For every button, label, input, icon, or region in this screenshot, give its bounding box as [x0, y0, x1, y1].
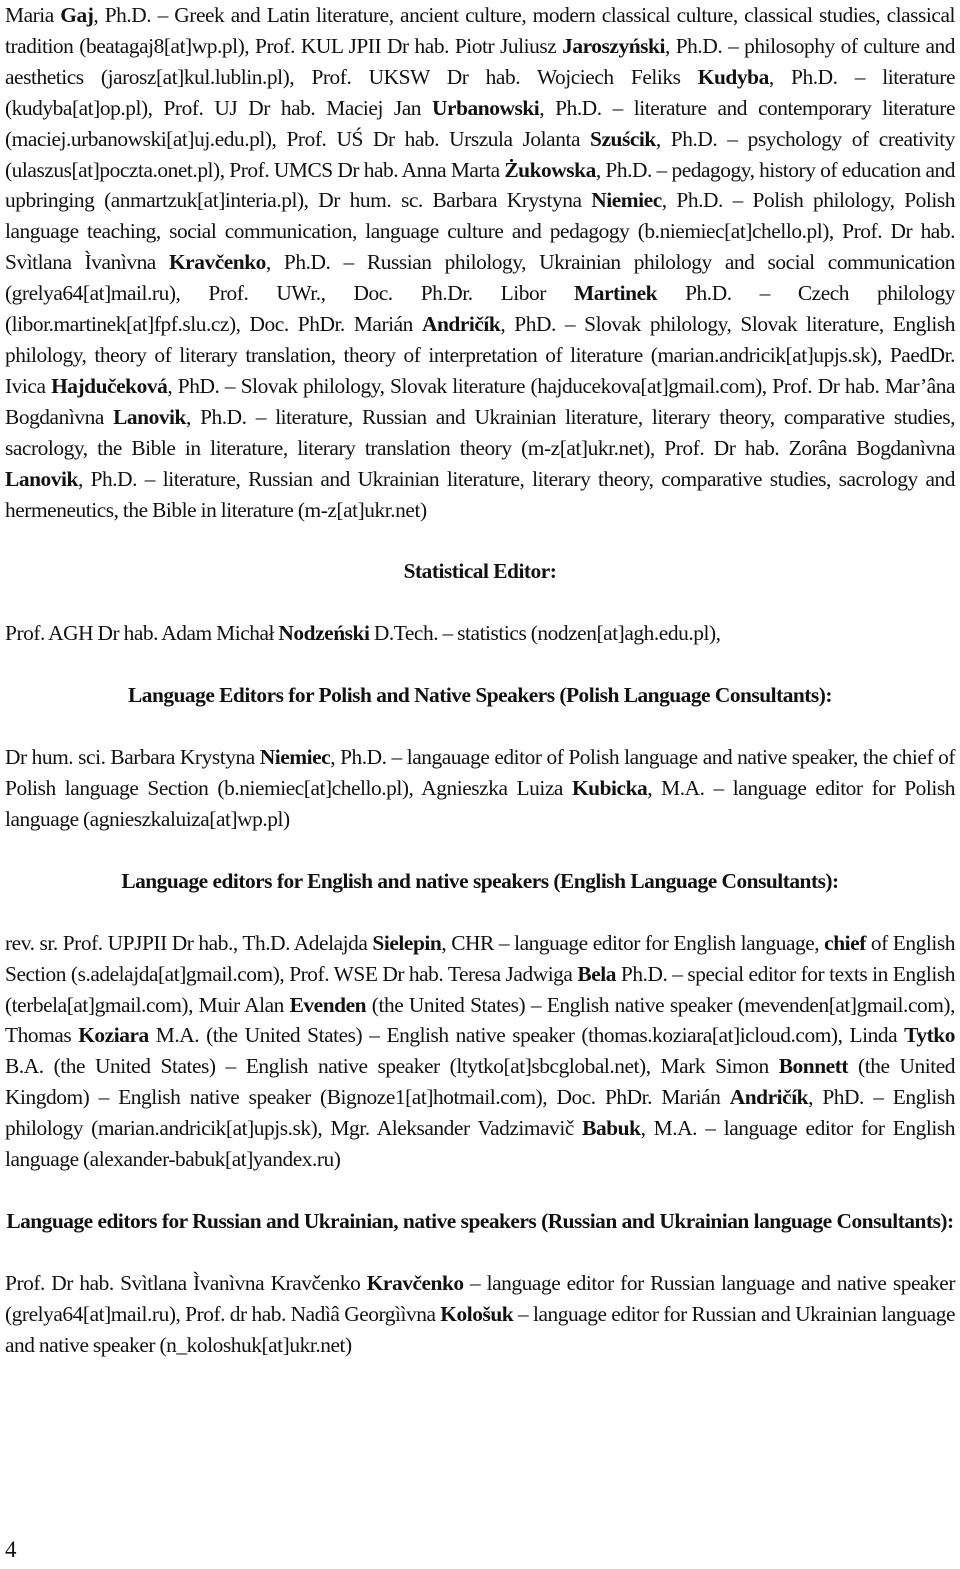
- person-surname: Kravčenko: [366, 1270, 464, 1295]
- spacer: [5, 587, 955, 618]
- spacer: [5, 1175, 955, 1206]
- person-surname: Nodzeński: [278, 621, 370, 646]
- person-surname: Niemiec: [259, 745, 331, 770]
- text-run: , Ph.D. – literature and contemporary literature (maciej.urbanowski[at]uj.edu.pl), Prof. UŚ Dr hab. Urszula Jolanta: [5, 95, 955, 151]
- person-surname: chief: [824, 930, 866, 955]
- text-run: , Ph.D. – literature, Russian and Ukrainian literature, literary theory, comparative studies, sacrology, the Bible in literature, literary translation theory (m-z[at]ukr.net), Prof. Dr hab. Zorâna Bogdanìvna: [5, 404, 955, 460]
- text-run: B.A. (the United States) – English native speaker (ltytko[at]sbcglobal.net), Mark Simon: [5, 1054, 779, 1079]
- text-run: (the United States) – English native speaker (mevenden[at]gmail.com), Thomas: [5, 992, 956, 1048]
- person-surname: Evenden: [289, 992, 367, 1017]
- text-run: M.A. (the United States) – English native speaker (thomas.koziara[at]icloud.com), Linda: [148, 1023, 905, 1048]
- spacer: [5, 835, 955, 866]
- spacer: [5, 711, 955, 742]
- text-run: , Ph.D. – literature (kudyba[at]op.pl), Prof. UJ Dr hab. Maciej Jan: [5, 64, 955, 120]
- text-run: D.Tech. – statistics (nodzen[at]agh.edu.pl),: [369, 621, 721, 646]
- text-run: Ph.D. – Czech philology (libor.martinek[at]fpf.slu.cz), Doc. PhDr. Marián: [5, 281, 956, 337]
- spacer: [5, 1237, 955, 1268]
- text-run: , Ph.D. – Greek and Latin literature, ancient culture, modern classical culture, classical studies, classical tradition (beatagaj8[at]wp.pl), Prof. KUL JPII Dr hab. Piotr Juliusz: [5, 3, 955, 58]
- person-surname: Niemiec: [591, 188, 662, 213]
- spacer: [5, 525, 955, 556]
- person-surname: Sielepin: [372, 930, 442, 955]
- editorial-board-paragraph: [5, 0, 955, 525]
- person-surname: Kubicka: [571, 776, 648, 801]
- document-page: [5, 0, 955, 1361]
- english-editors-paragraph: [5, 928, 955, 1175]
- person-surname: Martinek: [573, 281, 658, 306]
- text-run: rev. sr. Prof. UPJPII Dr hab., Th.D. Adelajda: [5, 930, 373, 955]
- person-surname: Lanovik: [5, 466, 78, 491]
- text-run: , M.A. – language editor for English language (alexander-babuk[at]yandex.ru): [5, 1116, 956, 1172]
- statistical-editor-paragraph: [5, 618, 955, 649]
- polish-editors-paragraph: [5, 742, 955, 835]
- russian-ukrainian-editors-heading: Language editors for Russian and Ukrainian, native speakers (Russian and Ukrainian language Consultants):: [6, 1209, 954, 1233]
- text-run: Prof. Dr hab. Svìtlana Ìvanìvna Kravčenko: [5, 1270, 367, 1295]
- text-run: Dr hum. sci. Barbara Krystyna: [5, 745, 260, 770]
- person-surname: Tytko: [904, 1023, 955, 1048]
- text-run: of English Section (s.adelajda[at]gmail.com), Prof. WSE Dr hab. Teresa Jadwiga: [5, 930, 955, 986]
- text-run: , PhD. – Slovak philology, Slovak literature (hajducekova[at]gmail.com), Prof. Dr hab. Mar’âna Bogdanìvna: [5, 373, 955, 429]
- polish-editors-heading: Language Editors for Polish and Native Speakers (Polish Language Consultants):: [127, 683, 833, 708]
- person-surname: Gaj: [60, 3, 94, 27]
- text-run: , M.A. – language editor for Polish language (agnieszkaluiza[at]wp.pl): [5, 776, 955, 831]
- text-run: , Ph.D. – literature, Russian and Ukrainian literature, literary theory, comparative studies, sacrology and hermeneutics, the Bible in literature (m-z[at]ukr.net): [5, 466, 955, 522]
- person-surname: Żukowska: [504, 157, 596, 182]
- person-surname: Bela: [577, 961, 616, 986]
- text-run: , Ph.D. – Polish philology, Polish language teaching, social communication, language culture and pedagogy (b.niemiec[at]chello.pl), Prof. Dr hab. Svìtlana Ìvanìvna: [5, 188, 956, 275]
- page-number: 4: [5, 1537, 17, 1562]
- text-run: (the United Kingdom) – English native speaker (Bignoze1[at]hotmail.com), Doc. PhDr. Marián: [5, 1054, 955, 1110]
- spacer: [5, 897, 955, 928]
- person-surname: Szuścik: [590, 126, 656, 151]
- text-run: , Ph.D. – psychology of creativity (ulaszus[at]poczta.onet.pl), Prof. UMCS Dr hab. Anna Marta: [5, 126, 955, 182]
- text-run: Prof. AGH Dr hab. Adam Michał: [5, 621, 279, 646]
- english-editors-heading: Language editors for English and native speakers (English Language Consultants):: [121, 868, 839, 893]
- text-run: – language editor for Russian and Ukrainian language and native speaker (n_koloshuk[at]ukr.net): [5, 1301, 955, 1357]
- person-surname: Lanovik: [113, 404, 187, 429]
- text-run: , PhD. – English philology (marian.andricik[at]upjs.sk), Mgr. Aleksander Vadzimavič: [5, 1085, 956, 1141]
- person-surname: Jaroszyński: [562, 33, 665, 58]
- person-surname: Kološuk: [440, 1301, 514, 1326]
- person-surname: Andričík: [729, 1085, 809, 1110]
- person-surname: Urbanowski: [432, 95, 540, 120]
- person-surname: Hajdučeková: [51, 373, 168, 398]
- person-surname: Babuk: [582, 1116, 641, 1141]
- text-run: , Ph.D. – langauage editor of Polish language and native speaker, the chief of Polish language Section (b.niemiec[at]chello.pl), Agnieszka Luiza: [5, 745, 955, 801]
- statistical-editor-heading: Statistical Editor:: [403, 559, 557, 584]
- text-run: , Ph.D. – philosophy of culture and aesthetics (jarosz[at]kul.lublin.pl), Prof. UKSW Dr hab. Wojciech Feliks: [5, 33, 955, 89]
- text-run: Maria: [5, 3, 61, 27]
- text-run: , CHR – language editor for English language,: [441, 930, 825, 955]
- spacer: [5, 649, 955, 680]
- text-run: Ph.D. – special editor for texts in English (terbela[at]gmail.com), Muir Alan: [5, 961, 955, 1017]
- person-surname: Kudyba: [697, 64, 769, 89]
- person-surname: Kravčenko: [168, 250, 266, 275]
- person-surname: Koziara: [78, 1023, 149, 1048]
- text-run: , Ph.D. – pedagogy, history of education and upbringing (anmartzuk[at]interia.pl), Dr hum. sc. Barbara Krystyna: [5, 157, 955, 213]
- text-run: , Ph.D. – Russian philology, Ukrainian philology and social communication (grelya64[at]mail.ru), Prof. UWr., Doc. Ph.Dr. Libor: [5, 250, 955, 306]
- text-run: , PhD. – Slovak philology, Slovak literature, English philology, theory of literary translation, theory of interpretation of literature (marian.andricik[at]upjs.sk), PaedDr. Ivica: [5, 312, 955, 398]
- person-surname: Andričík: [421, 312, 501, 337]
- russian-ukrainian-editors-paragraph: [5, 1268, 955, 1361]
- text-run: – language editor for Russian language and native speaker (grelya64[at]mail.ru), Prof. dr hab. Nadìâ Georgììvna: [5, 1270, 955, 1326]
- person-surname: Bonnett: [778, 1054, 849, 1079]
